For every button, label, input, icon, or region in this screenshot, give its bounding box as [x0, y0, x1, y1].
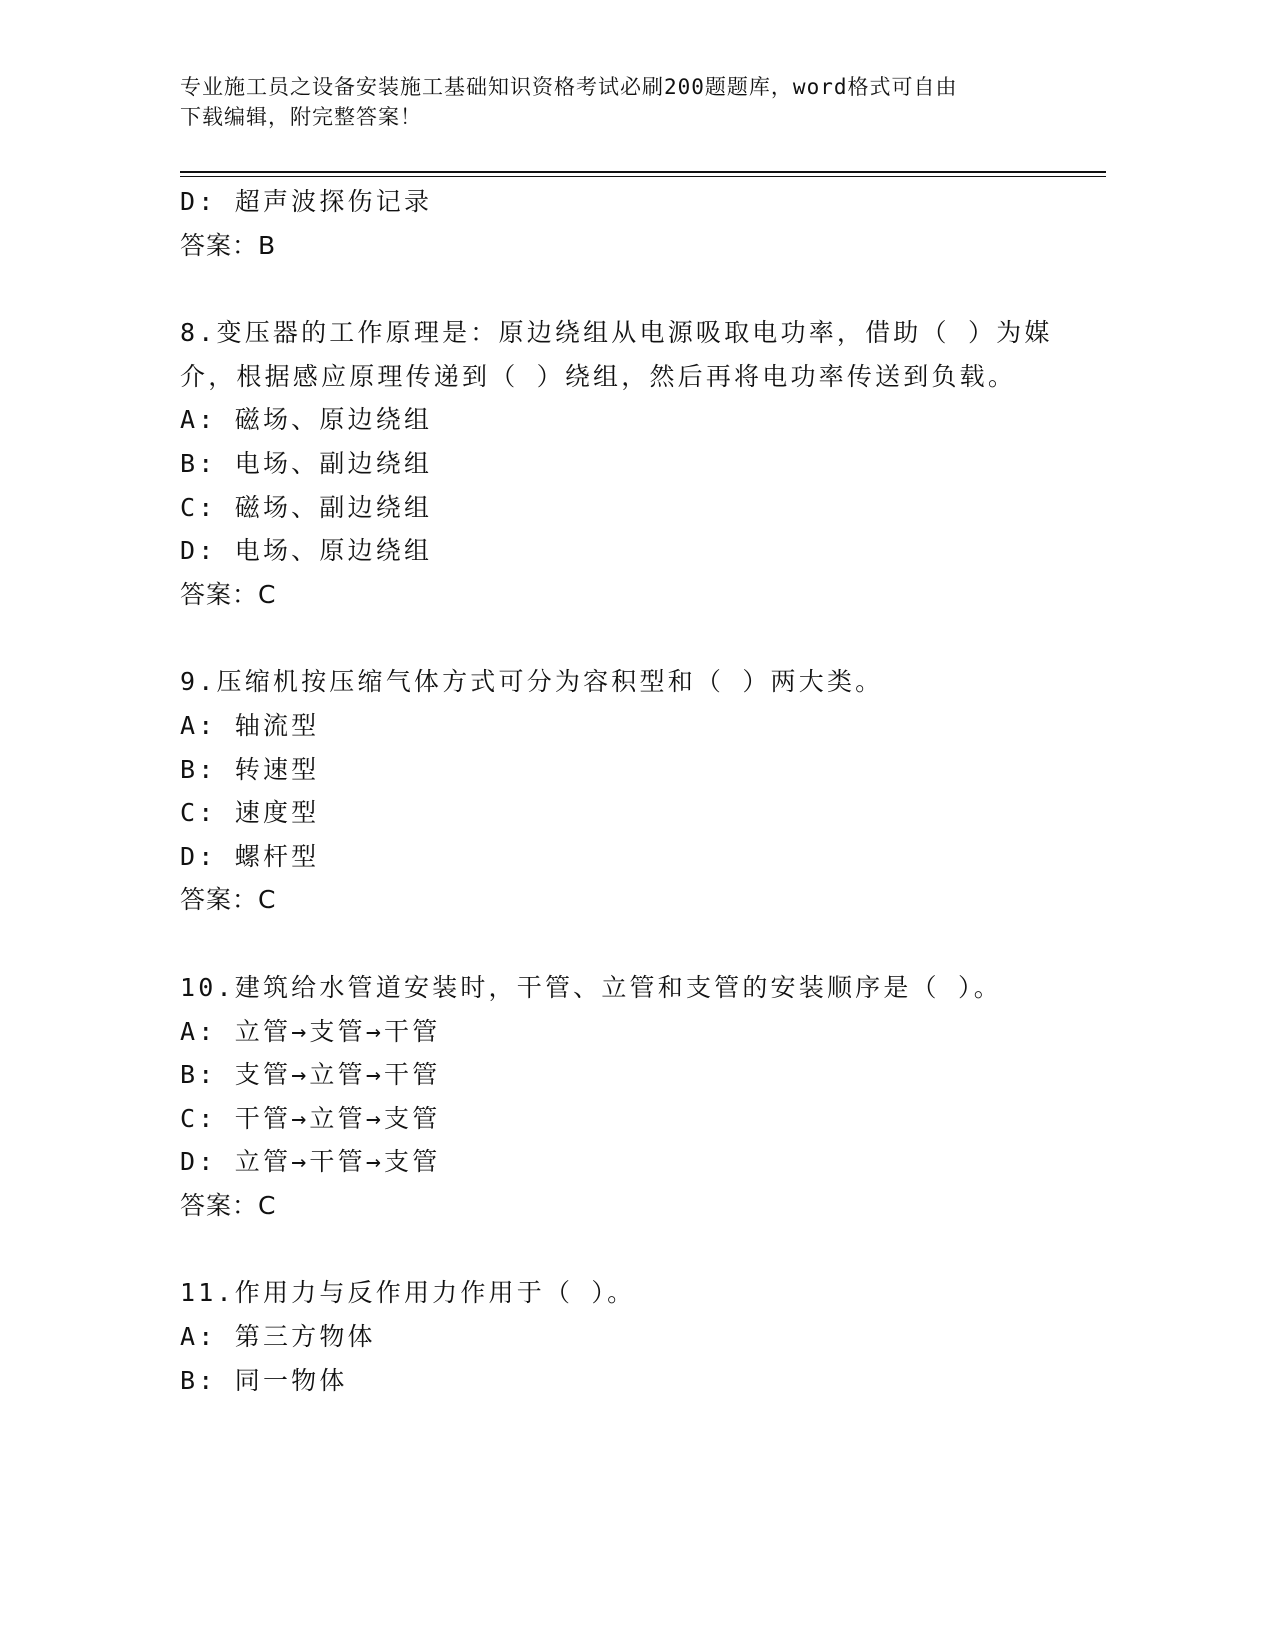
question-7-tail [180, 180, 1060, 267]
question-11 [180, 1271, 1060, 1402]
question-10 [180, 966, 1060, 1228]
option-d: D: 立管→干管→支管 [180, 1147, 441, 1177]
question-9 [180, 660, 1060, 922]
question-stem-line-1: 11.作用力与反作用力作用于（ ）。 [180, 1278, 636, 1308]
header-divider-thin [180, 176, 1106, 177]
option-b: B: 同一物体 [180, 1365, 348, 1395]
option-a: A: 轴流型 [180, 710, 320, 740]
spacer [180, 616, 1060, 660]
spacer [180, 267, 1060, 311]
answer: 答案：B [180, 230, 277, 260]
header-line-1: 专业施工员之设备安装施工基础知识资格考试必刷200题题库，word格式可自由 [180, 75, 958, 99]
document-body [180, 180, 1060, 1402]
document-header [180, 72, 1060, 132]
answer: 答案：C [180, 885, 277, 915]
option-d: D: 螺杆型 [180, 841, 320, 871]
question-stem-line-2: 介，根据感应原理传递到（ ）绕组，然后再将电功率传送到负载。 [180, 361, 1017, 391]
spacer [180, 1227, 1060, 1271]
option-b: B: 转速型 [180, 754, 320, 784]
option-a: A: 第三方物体 [180, 1322, 376, 1352]
option-c: C: 磁场、副边绕组 [180, 492, 433, 522]
option-c: C: 速度型 [180, 798, 320, 828]
option-d: D: 电场、原边绕组 [180, 536, 433, 566]
question-stem-line-1: 8.变压器的工作原理是：原边绕组从电源吸取电功率，借助（ ）为媒 [180, 318, 1053, 348]
option-c: C: 干管→立管→支管 [180, 1103, 441, 1133]
option-a: A: 立管→支管→干管 [180, 1016, 441, 1046]
option-a: A: 磁场、原边绕组 [180, 405, 433, 435]
header-line-2: 下载编辑，附完整答案！ [180, 105, 422, 129]
option-d: D: 超声波探伤记录 [180, 187, 433, 216]
spacer [180, 922, 1060, 966]
option-b: B: 电场、副边绕组 [180, 448, 433, 478]
header-divider-thick [180, 171, 1106, 173]
question-stem-line-1: 10.建筑给水管道安装时，干管、立管和支管的安装顺序是（ ）。 [180, 972, 1002, 1002]
question-stem-line-1: 9.压缩机按压缩气体方式可分为容积型和（ ）两大类。 [180, 667, 884, 697]
answer: 答案：C [180, 1190, 277, 1220]
question-8 [180, 311, 1060, 616]
answer: 答案：C [180, 579, 277, 609]
option-b: B: 支管→立管→干管 [180, 1060, 441, 1090]
